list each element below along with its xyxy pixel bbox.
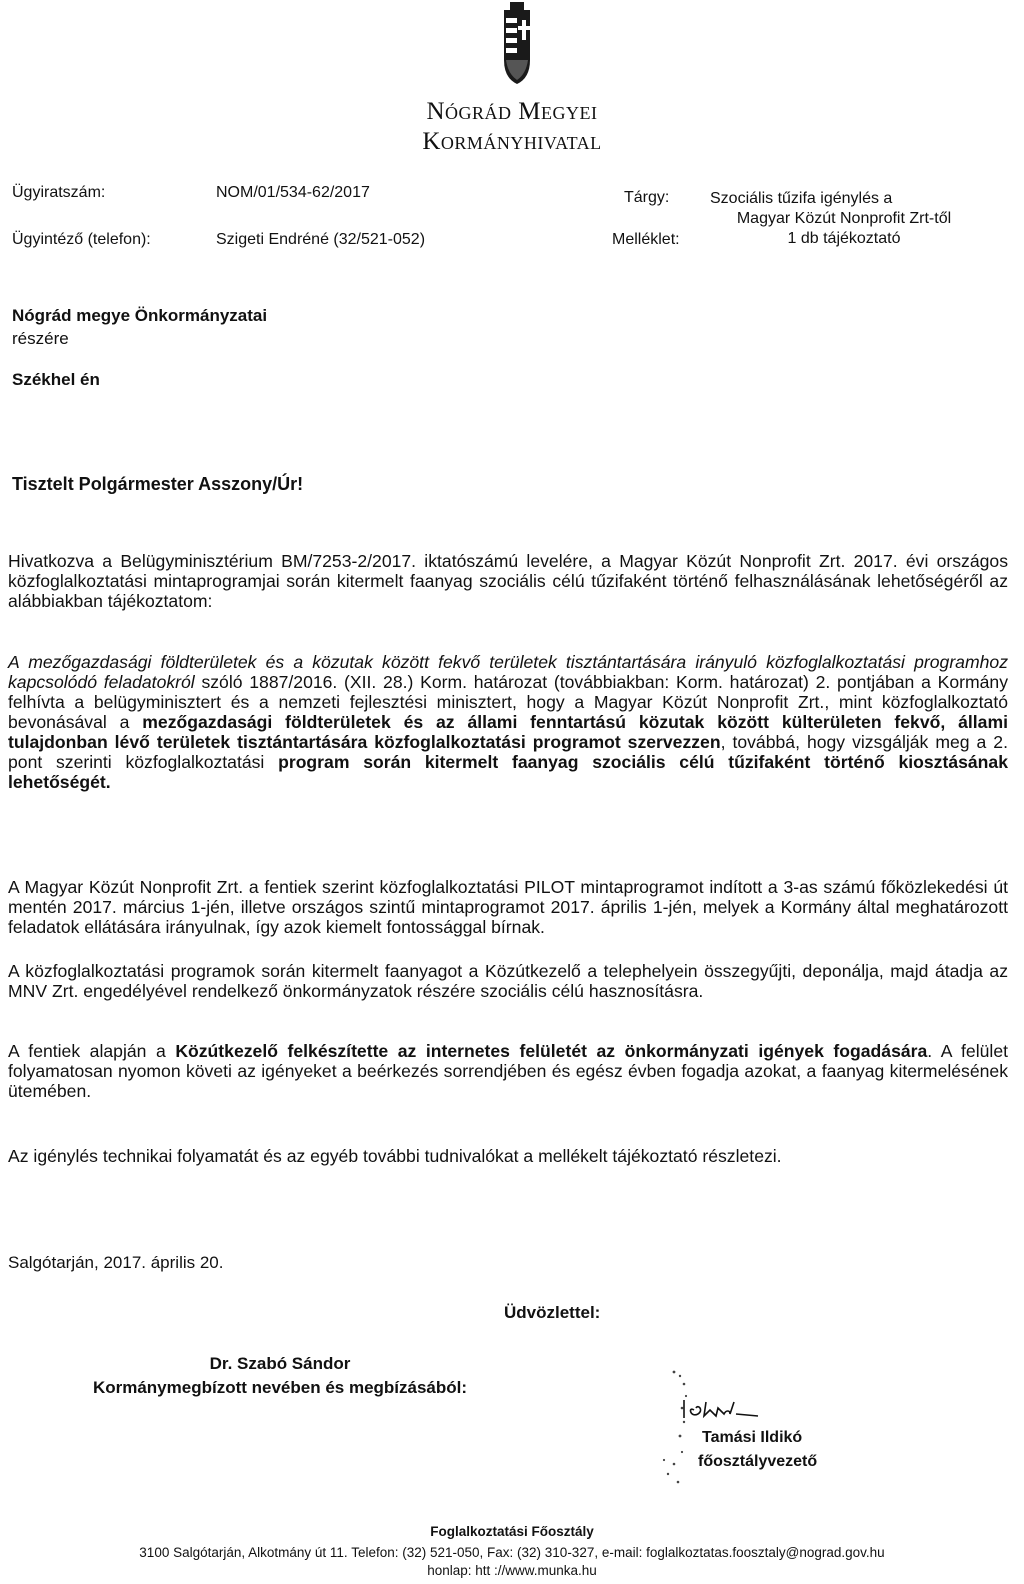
footer-homepage: honlap: htt ://www.munka.hu: [427, 1563, 597, 1578]
paragraph-5-text-b: . A felület folyamatosan nyomon követi az igényeket a beérkezés sorrendjében és egész évben fogadja azokat, a faanyag kitermelésének ütemében.: [8, 1041, 1008, 1101]
office-name-line2: Kormányhivatal: [422, 128, 602, 155]
footer-department: Foglalkoztatási Főosztály: [430, 1524, 594, 1539]
salutation: Tisztelt Polgármester Asszony/Úr!: [12, 474, 304, 494]
addressee-seat: Székhel én: [12, 370, 100, 389]
signature-icon: [680, 1392, 760, 1422]
department-head-title: főosztályvezető: [698, 1453, 818, 1470]
paragraph-2-emphasis-2: program során kitermelt faanyag szociális célú tűzifaként történő kiosztásának lehetőségét.: [8, 752, 1008, 792]
place-and-date: Salgótarján, 2017. április 20.: [8, 1253, 224, 1272]
attachment-label: Melléklet:: [612, 231, 680, 248]
paragraph-5-emphasis: Közútkezelő felkészítette az internetes felületét az önkormányzati igények fogadására: [175, 1041, 928, 1061]
addressee-line1: Nógrád megye Önkormányzatai: [12, 306, 268, 325]
paragraph-4: A közfoglalkoztatási programok során kitermelt faanyagot a Közútkezelő a telephelyein összegyűjti, deponálja, majd átadja az MNV Zrt. engedélyével rendelkező önkormányzatok részére szociális célú hasznosításra.: [8, 961, 1008, 1001]
coat-of-arms-icon: [496, 0, 538, 86]
subject-line2: Magyar Közút Nonprofit Zrt-től: [736, 210, 952, 227]
paragraph-5-text-a: A fentiek alapján a: [8, 1041, 176, 1061]
paragraph-1: Hivatkozva a Belügyminisztérium BM/7253-2/2017. iktatószámú levelére, a Magyar Közút Nonprofit Zrt. 2017. évi országos közfoglalkoztatási mintaprogramjai során kitermelt faanyag szociális célú tűzifaként történő felhasználásának lehetőségéről az alábbiakban tájékoztatom:: [8, 551, 1008, 611]
addressee: [12, 304, 267, 350]
greeting: Üdvözlettel:: [504, 1303, 601, 1322]
attachment-value: 1 db tájékoztató: [787, 230, 901, 247]
paragraph-2-text-b: , továbbá, hogy vizsgálják meg a 2. pont szerinti közfoglalkoztatási: [8, 732, 1008, 772]
subject-line1: Szociális tűzifa igénylés a: [710, 190, 893, 207]
paragraph-2: [8, 652, 1008, 792]
file-number: NOM/01/534-62/2017: [216, 184, 370, 201]
clerk-label: Ügyintéző (telefon):: [12, 231, 151, 248]
paragraph-5: [8, 1041, 1008, 1101]
signer-name: Dr. Szabó Sándor: [209, 1354, 351, 1373]
department-head: [676, 1426, 817, 1474]
resolution-title: A mezőgazdasági földterületek és a közutak között fekvő területek tisztántartására irányuló közfoglalkoztatási programhoz kapcsolódó feladatokról: [8, 652, 1008, 692]
clerk-value: Szigeti Endréné (32/521-052): [216, 231, 426, 248]
office-name-line1: Nógrád Megyei: [426, 98, 598, 125]
signer-block: [70, 1352, 490, 1400]
subject-label: Tárgy:: [624, 189, 670, 206]
paragraph-2-text-a: szóló 1887/2016. (XII. 28.) Korm. határozat (továbbiakban: Korm. határozat) 2. pontjában a Kormány felhívta a belügyminisztert és a nemzeti fejlesztési minisztert, hogy a Magyar Közút Nonprofit Zrt., mint közfoglalkoztató bevonásával a: [8, 672, 1009, 732]
file-number-label: Ügyiratszám:: [12, 184, 106, 201]
signer-role: Kormánymegbízott nevében és megbízásából:: [92, 1378, 468, 1397]
paragraph-3: A Magyar Közút Nonprofit Zrt. a fentiek szerint közfoglalkoztatási PILOT mintaprogramot indított a 3-as számú főközlekedési út mentén 2017. március 1-jén, illetve országos szintű mintaprogramot 2017. április 1-jén, melyek a Kormány által meghatározott feladatok ellátására irányulnak, így azok kiemelt fontossággal bírnak.: [8, 877, 1008, 937]
paragraph-2-emphasis-1: mezőgazdasági földterületek és az állami fenntartású közutak között külterületen fekvő, állami tulajdonban lévő területek tisztántartására közfoglalkoztatási programot szervezzen: [8, 712, 1008, 752]
department-head-name: Tamási Ildikó: [702, 1429, 803, 1446]
paragraph-6: Az igénylés technikai folyamatát és az egyéb további tudnivalókat a mellékelt tájékoztató részletezi.: [8, 1146, 782, 1166]
addressee-line2: részére: [12, 329, 69, 348]
footer-address: 3100 Salgótarján, Alkotmány út 11. Telefon: (32) 521-050, Fax: (32) 310-327, e-mail: foglalkoztatas.foosztaly@nograd.gov.hu: [139, 1545, 885, 1560]
